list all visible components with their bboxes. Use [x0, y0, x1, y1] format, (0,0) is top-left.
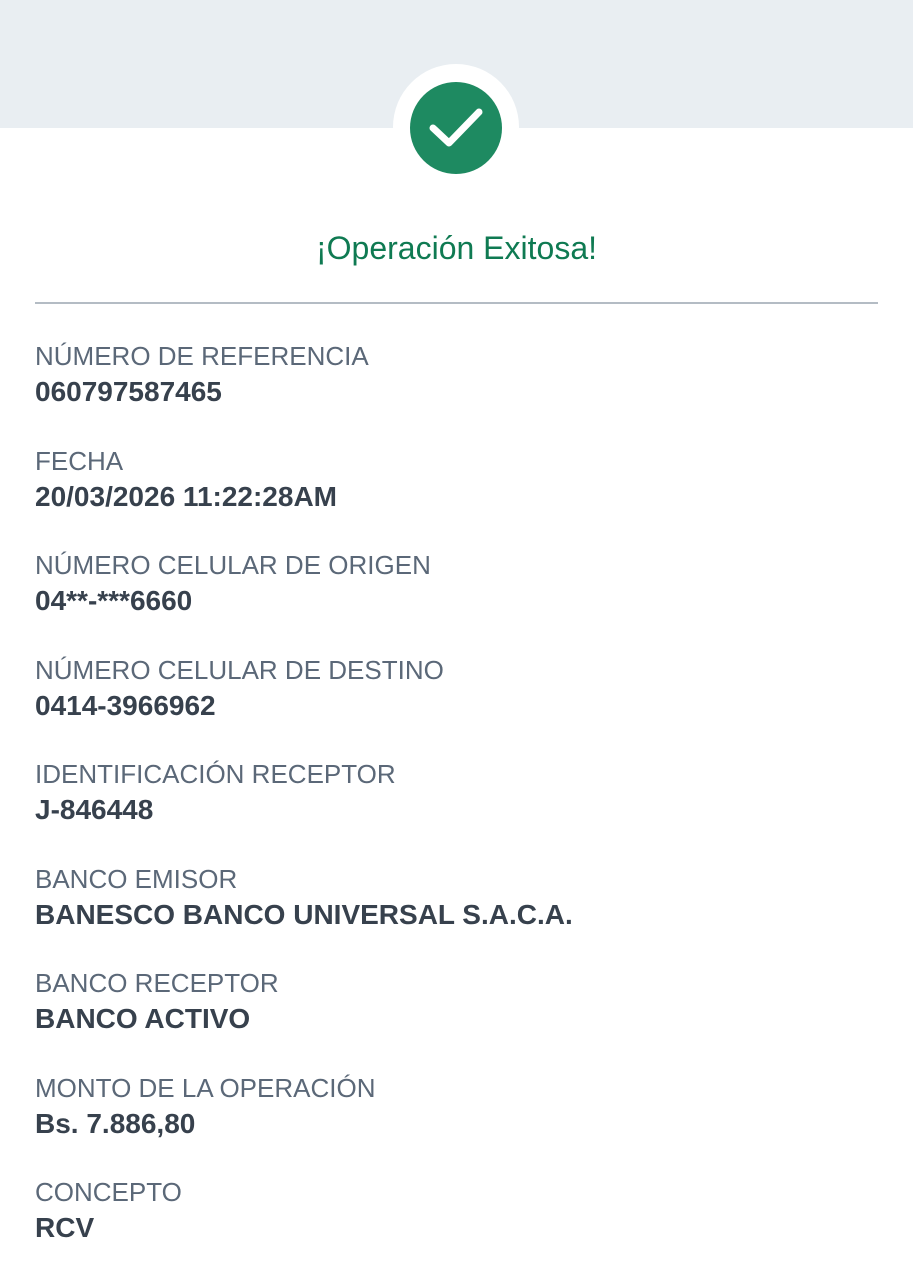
field-label: IDENTIFICACIÓN RECEPTOR: [35, 759, 396, 789]
receipt-details: [35, 338, 885, 1279]
field-label: CONCEPTO: [35, 1177, 182, 1207]
field-value: BANESCO BANCO UNIVERSAL S.A.C.A.: [35, 898, 573, 930]
field-value: 04**-***6660: [35, 585, 193, 616]
field-label: BANCO RECEPTOR: [35, 968, 279, 998]
field-value: RCV: [35, 1212, 95, 1243]
success-title: ¡Operación Exitosa!: [315, 230, 597, 266]
field-reference-number: [35, 338, 885, 443]
field-label: FECHA: [35, 445, 124, 476]
check-icon: [428, 106, 484, 150]
field-value: J-846448: [35, 794, 154, 825]
field-value: 20/03/2026 11:22:28AM: [35, 480, 337, 512]
field-issuing-bank: [35, 861, 885, 966]
field-concept: [35, 1174, 885, 1279]
field-value: Bs. 7.886,80: [35, 1107, 196, 1139]
field-receiving-bank: [35, 965, 885, 1070]
field-label: MONTO DE LA OPERACIÓN: [35, 1072, 376, 1103]
field-amount: [35, 1070, 885, 1175]
field-date: [35, 443, 885, 548]
field-label: NÚMERO DE REFERENCIA: [35, 341, 369, 371]
divider: [35, 302, 878, 304]
field-label: NÚMERO CELULAR DE ORIGEN: [35, 550, 431, 580]
field-value: 060797587465: [35, 376, 222, 407]
field-value: 0414-3966962: [35, 689, 216, 721]
field-destination-phone: [35, 652, 885, 757]
success-check-icon: [410, 82, 502, 174]
field-label: BANCO EMISOR: [35, 863, 238, 894]
field-receiver-id: [35, 756, 885, 861]
field-origin-phone: [35, 547, 885, 652]
field-value: BANCO ACTIVO: [35, 1003, 251, 1034]
field-label: NÚMERO CELULAR DE DESTINO: [35, 654, 444, 685]
